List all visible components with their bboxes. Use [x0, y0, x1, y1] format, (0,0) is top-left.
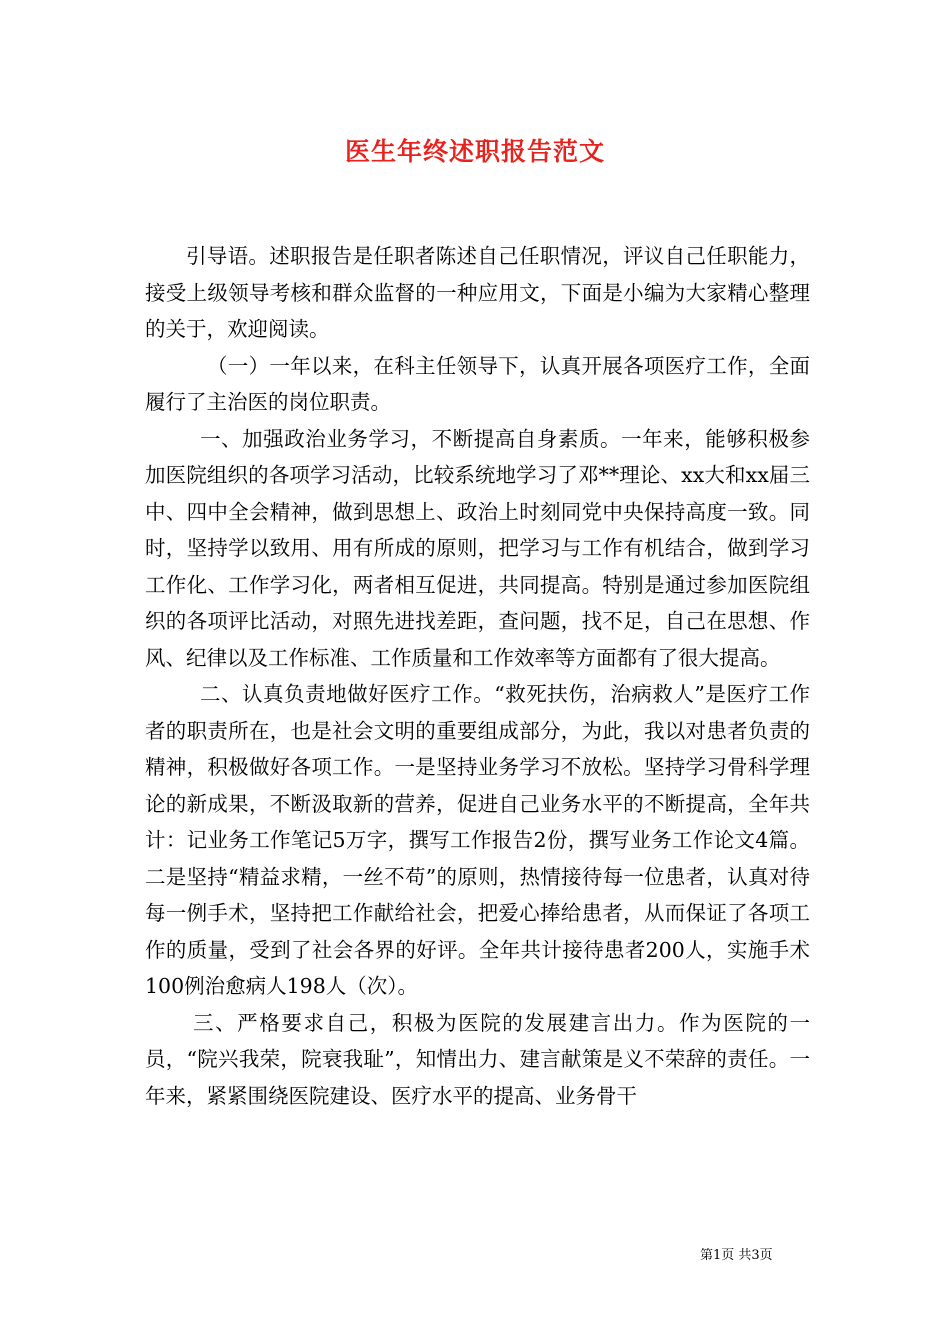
page-number: 第1页 共3页 — [700, 1248, 773, 1263]
paragraph-section-1: 一、加强政治业务学习，不断提高自身素质。一年来，能够积极参加医院组织的各项学习活动，比较系统地学习了邓**理论、xx大和xx届三中、四中全会精神，做到思想上、政治上时刻同党中央保持高度一致。同时，坚持学以致用、用有所成的原则，把学习与工作有机结合，做到学习工作化、工作学习化，两者相互促进，共同提高。特别是通过参加医院组织的各项评比活动，对照先进找差距，查问题，找不足，自己在思想、作风、纪律以及工作标准、工作质量和工作效率等方面都有了很大提高。 — [145, 426, 810, 670]
paragraph-section-2: 二、认真负责地做好医疗工作。“救死扶伤，治病救人”是医疗工作者的职责所在，也是社会文明的重要组成部分，为此，我以对患者负责的精神，积极做好各项工作。一是坚持业务学习不放松。坚持学习骨科学理论的新成果，不断汲取新的营养，促进自己业务水平的不断提高，全年共计：记业务工作笔记5万字，撰写工作报告2份，撰写业务工作论文4篇。二是坚持“精益求精，一丝不苟”的原则，热情接待每一位患者，认真对待每一例手术，坚持把工作献给社会，把爱心捧给患者，从而保证了各项工作的质量，受到了社会各界的好评。全年共计接待患者200人，实施手术100例治愈病人198人（次）。 — [145, 682, 810, 998]
paragraph-section-3: 三、严格要求自己，积极为医院的发展建言出力。作为医院的一员，“院兴我荣，院衰我耻”，知情出力、建言献策是义不荣辞的责任。一年来，紧紧围绕医院建设、医疗水平的提高、业务骨干 — [145, 1010, 810, 1108]
document-body — [145, 238, 810, 1114]
paragraph-intro: 引导语。述职报告是任职者陈述自己任职情况，评议自己任职能力，接受上级领导考核和群众监督的一种应用文，下面是小编为大家精心整理的关于，欢迎阅读。 — [145, 244, 810, 341]
document-title: 医生年终述职报告范文 — [344, 137, 605, 166]
paragraph-summary: （一）一年以来，在科主任领导下，认真开展各项医疗工作，全面履行了主治医的岗位职责。 — [145, 353, 810, 414]
